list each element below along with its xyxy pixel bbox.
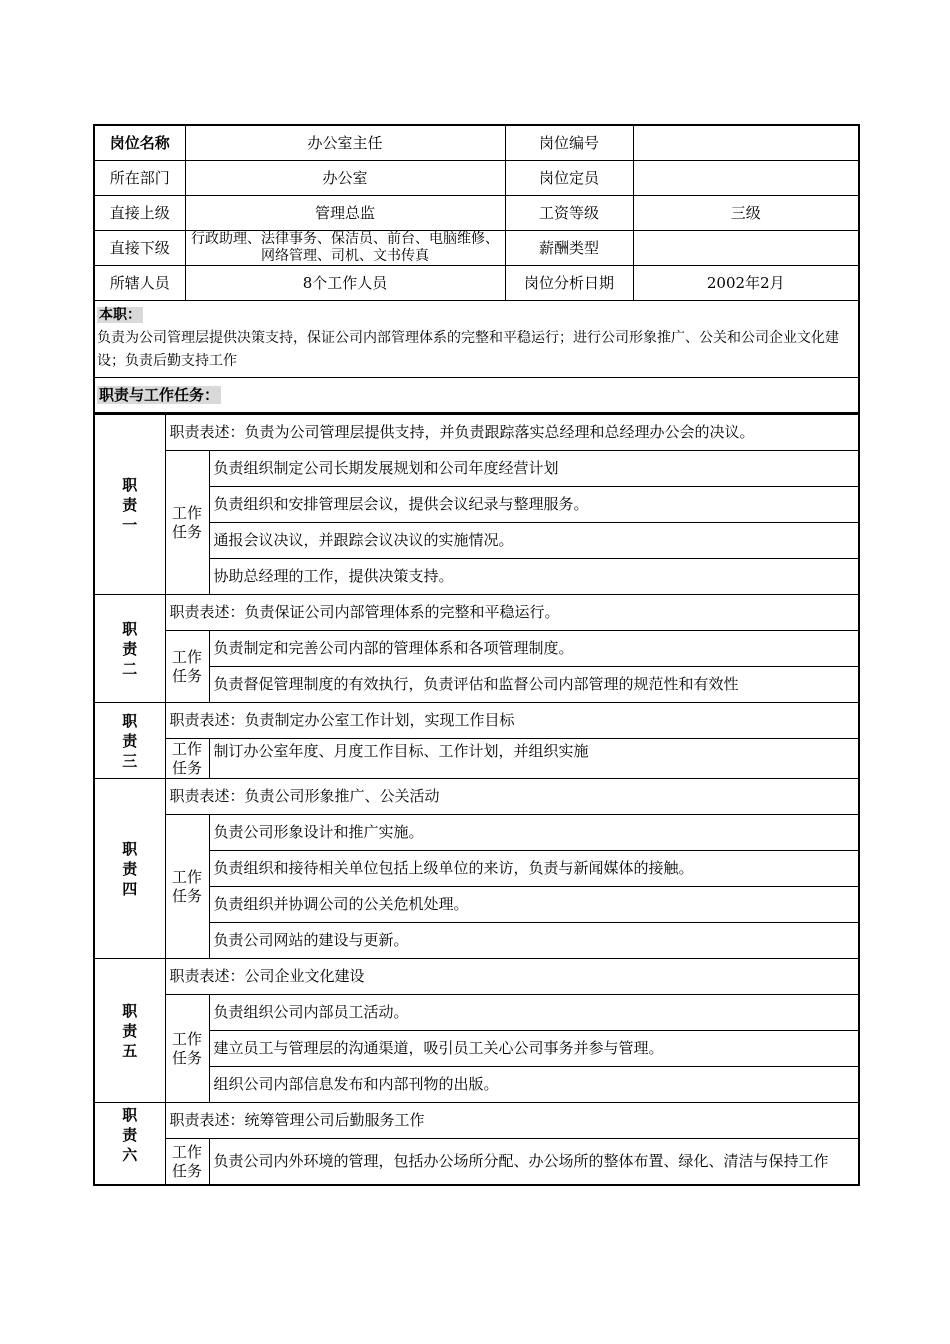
duty-6-statement-row [94, 1103, 859, 1139]
duty-4-task-row [94, 815, 859, 851]
duty-4-task-4: 负责公司网站的建设与更新。 [209, 923, 859, 959]
duty-4-task-label [165, 815, 209, 959]
duty-3-task-row [94, 739, 859, 779]
duties-table [93, 414, 860, 1186]
duty-1-task-row [94, 451, 859, 487]
label-subordinates: 直接下级 [94, 231, 185, 266]
duty-4-statement-row [94, 779, 859, 815]
duty-4-task-3: 负责组织并协调公司的公关危机处理。 [209, 887, 859, 923]
duty-6-statement: 职责表述：统筹管理公司后勤服务工作 [165, 1103, 859, 1139]
duty-1-task-1: 负责组织制定公司长期发展规划和公司年度经营计划 [209, 451, 859, 487]
duty-5-label-text: 职责五 [122, 1001, 138, 1060]
duty-1-statement: 职责表述：负责为公司管理层提供支持，并负责跟踪落实总经理和总经理办公会的决议。 [165, 415, 859, 451]
duty-2-task-1: 负责制定和完善公司内部的管理体系和各项管理制度。 [209, 631, 859, 667]
duty-2-statement: 职责表述：负责保证公司内部管理体系的完整和平稳运行。 [165, 595, 859, 631]
duty-5-statement: 职责表述：公司企业文化建设 [165, 959, 859, 995]
duty-6-task-label [165, 1139, 209, 1186]
duty-5-task-label-text: 工作任务 [172, 1029, 203, 1067]
summary-cell [94, 301, 859, 378]
duty-2-statement-row [94, 595, 859, 631]
duty-3-statement: 职责表述：负责制定办公室工作计划，实现工作目标 [165, 703, 859, 739]
duties-title: 职责与工作任务： [99, 385, 220, 404]
duty-6-task-1: 负责公司内外环境的管理，包括办公场所分配、办公场所的整体布置、绿化、清洁与保持工作 [209, 1139, 859, 1186]
value-staff: 8个工作人员 [185, 266, 505, 301]
header-row-department [94, 161, 859, 196]
value-position-code [633, 125, 859, 161]
label-analysis-date: 岗位分析日期 [505, 266, 633, 301]
value-salary-grade: 三级 [633, 196, 859, 231]
label-staff: 所辖人员 [94, 266, 185, 301]
duty-5-statement-row [94, 959, 859, 995]
summary-text: 负责为公司管理层提供决策支持，保证公司内部管理体系的完整和平稳运行；进行公司形象推广、公关和公司企业文化建设；负责后勤支持工作 [97, 330, 839, 369]
summary-label: 本职： [99, 307, 141, 323]
duty-4-statement: 职责表述：负责公司形象推广、公关活动 [165, 779, 859, 815]
header-row-staff [94, 266, 859, 301]
duty-5-task-row [94, 1031, 859, 1067]
duty-2-label [94, 595, 165, 703]
duty-4-label [94, 779, 165, 959]
label-supervisor: 直接上级 [94, 196, 185, 231]
duty-2-task-row [94, 667, 859, 703]
value-subordinates: 行政助理、法律事务、保洁员、前台、电脑维修、网络管理、司机、文书传真 [185, 231, 505, 266]
duties-title-row [94, 378, 859, 414]
duty-1-label [94, 415, 165, 595]
job-header-table [93, 124, 860, 414]
duty-5-task-row [94, 1067, 859, 1103]
header-row-subordinates [94, 231, 859, 266]
duty-6-task-row [94, 1139, 859, 1186]
label-salary-grade: 工资等级 [505, 196, 633, 231]
value-analysis-date: 2002年2月 [633, 266, 859, 301]
summary-row [94, 301, 859, 378]
duty-1-task-3: 通报会议决议，并跟踪会议决议的实施情况。 [209, 523, 859, 559]
value-supervisor: 管理总监 [185, 196, 505, 231]
duty-3-label-text: 职责三 [122, 711, 138, 770]
duty-4-task-1: 负责公司形象设计和推广实施。 [209, 815, 859, 851]
duty-1-task-label-text: 工作任务 [172, 503, 203, 541]
duty-1-task-4: 协助总经理的工作，提供决策支持。 [209, 559, 859, 595]
duty-4-task-row [94, 887, 859, 923]
value-department: 办公室 [185, 161, 505, 196]
duty-4-task-label-text: 工作任务 [172, 867, 203, 905]
duty-6-task-label-text: 工作任务 [172, 1142, 203, 1180]
duty-1-statement-row [94, 415, 859, 451]
duty-5-label [94, 959, 165, 1103]
duty-3-statement-row [94, 703, 859, 739]
label-position-code: 岗位编号 [505, 125, 633, 161]
duty-4-task-2: 负责组织和接待相关单位包括上级单位的来访，负责与新闻媒体的接触。 [209, 851, 859, 887]
label-department: 所在部门 [94, 161, 185, 196]
duty-3-label [94, 703, 165, 779]
duty-1-task-row [94, 559, 859, 595]
duty-2-task-row [94, 631, 859, 667]
duty-3-task-label [165, 739, 209, 779]
duty-1-label-text: 职责一 [122, 475, 138, 534]
duty-6-label-text: 职责六 [122, 1106, 138, 1164]
duty-2-task-2: 负责督促管理制度的有效执行，负责评估和监督公司内部管理的规范性和有效性 [209, 667, 859, 703]
duty-1-task-row [94, 487, 859, 523]
header-row-supervisor [94, 196, 859, 231]
value-position-name: 办公室主任 [185, 125, 505, 161]
duty-4-task-row [94, 851, 859, 887]
duty-6-label [94, 1103, 165, 1186]
duty-2-label-text: 职责二 [122, 619, 138, 678]
header-row-position [94, 125, 859, 161]
duty-5-task-1: 负责组织公司内部员工活动。 [209, 995, 859, 1031]
job-description-sheet [93, 124, 858, 1186]
duty-5-task-row [94, 995, 859, 1031]
duty-5-task-2: 建立员工与管理层的沟通渠道，吸引员工关心公司事务并参与管理。 [209, 1031, 859, 1067]
duty-4-task-row [94, 923, 859, 959]
label-position-name: 岗位名称 [94, 125, 185, 161]
duty-5-task-label [165, 995, 209, 1103]
duty-2-task-label-text: 工作任务 [172, 647, 203, 685]
duty-3-task-label-text: 工作任务 [172, 739, 203, 777]
label-pay-type: 薪酬类型 [505, 231, 633, 266]
duty-4-label-text: 职责四 [122, 839, 138, 898]
value-headcount [633, 161, 859, 196]
duty-1-task-row [94, 523, 859, 559]
duty-2-task-label [165, 631, 209, 703]
duty-1-task-label [165, 451, 209, 595]
duties-title-cell [94, 378, 859, 414]
label-headcount: 岗位定员 [505, 161, 633, 196]
duty-3-task-1: 制订办公室年度、月度工作目标、工作计划，并组织实施 [209, 739, 859, 779]
duty-5-task-3: 组织公司内部信息发布和内部刊物的出版。 [209, 1067, 859, 1103]
value-pay-type [633, 231, 859, 266]
duty-1-task-2: 负责组织和安排管理层会议，提供会议纪录与整理服务。 [209, 487, 859, 523]
